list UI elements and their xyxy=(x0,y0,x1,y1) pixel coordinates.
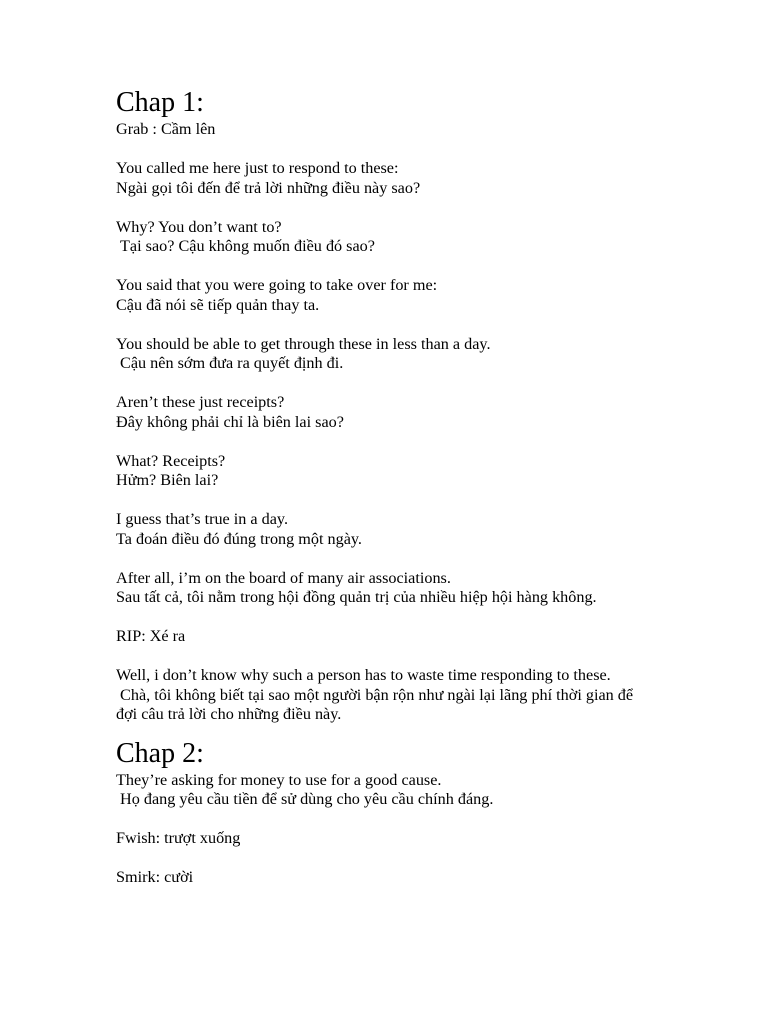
text-line: Why? You don’t want to? xyxy=(116,217,282,236)
text-line: After all, i’m on the board of many air associations. xyxy=(116,568,451,587)
text-line: You said that you were going to take over for me: xyxy=(116,276,438,294)
text-line: You should be able to get through these in less than a day. xyxy=(116,334,491,353)
text-line: Smirk: cười xyxy=(116,868,194,886)
text-line: Well, i don’t know why such a person has to waste time responding to these. xyxy=(116,666,611,684)
text-line: Fwish: trượt xuống xyxy=(116,829,241,847)
chapter-heading: Chap 2: xyxy=(116,737,204,769)
text-line: They’re asking for money to use for a good cause. xyxy=(116,770,442,789)
text-line: Cậu nên sớm đưa ra quyết định đi. xyxy=(116,354,344,372)
text-line: Ngài gọi tôi đến để trả lời những điều này sao? xyxy=(116,178,421,197)
chapter-1 xyxy=(116,86,656,725)
text-line: Họ đang yêu cầu tiền để sử dùng cho yêu cầu chính đáng. xyxy=(116,790,494,808)
text-line: What? Receipts? xyxy=(116,451,226,470)
text-line: Hửm? Biên lai? xyxy=(116,471,219,489)
text-line: Chà, tôi không biết tại sao một người bận rộn như ngài lại lãng phí thời gian để đợi câu trả lời cho những điều này. xyxy=(116,685,638,723)
text-line: I guess that’s true in a day. xyxy=(116,510,289,528)
text-line: Đây không phải chỉ là biên lai sao? xyxy=(116,412,344,431)
text-line: You called me here just to respond to these: xyxy=(116,159,399,177)
text-line: Tại sao? Cậu không muốn điều đó sao? xyxy=(116,237,375,255)
text-line: Sau tất cả, tôi nằm trong hội đồng quản trị của nhiều hiệp hội hàng không. xyxy=(116,588,597,606)
document-page xyxy=(116,86,656,888)
chapter-2 xyxy=(116,737,656,888)
text-line: Cậu đã nói sẽ tiếp quản thay ta. xyxy=(116,295,320,314)
chapter-heading: Chap 1: xyxy=(116,87,204,118)
text-line: Aren’t these just receipts? xyxy=(116,393,285,411)
text-line: Grab : Cầm lên xyxy=(116,120,216,138)
text-line: Ta đoán điều đó đúng trong một ngày. xyxy=(116,529,362,548)
text-line: RIP: Xé ra xyxy=(116,627,186,645)
